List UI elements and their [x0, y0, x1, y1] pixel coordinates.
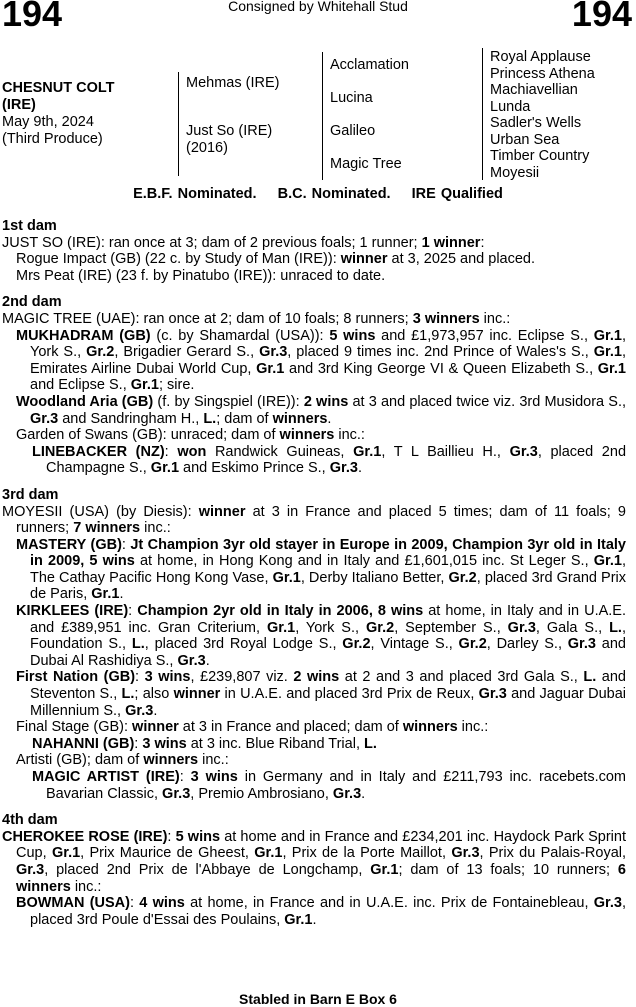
pedigree-paragraph: MUKHADRAM (GB) (c. by Shamardal (USA)): 5 wins and £1,973,957 inc. Eclipse S., Gr.1, York S., Gr.2, Brigadier Gerard S., Gr.3, placed 9 times inc. 2nd Prince of Wales's S., Gr.1, Emirates Airline Dubai World Cup, Gr.1 and 3rd King George VI & Queen Elizabeth S., Gr.1 and Eclipse S., Gr.1; sire. — [16, 327, 627, 394]
dam-name: Just So (IRE) — [186, 123, 273, 139]
pedigree-dam — [186, 123, 272, 157]
pedigree-paragraph: LINEBACKER (NZ): won Randwick Guineas, Gr.1, T L Baillieu H., Gr.3, placed 2nd Champagne S., Gr.1 and Eskimo Prince S., Gr.3. — [32, 443, 627, 477]
pedigree-sire-sire: Acclamation — [330, 57, 409, 73]
g3-entry: Princess Athena — [490, 65, 595, 82]
nominations — [0, 186, 636, 202]
pedigree-paragraph: MAGIC TREE (UAE): ran once at 2; dam of 10 foals; 8 runners; 3 winners inc.: — [2, 310, 511, 327]
pedigree-dam-sire: Galileo — [330, 123, 376, 139]
pedigree-sire-dam: Lucina — [330, 90, 373, 106]
g3-entry: Timber Country — [490, 148, 590, 164]
pedigree-paragraph: MASTERY (GB): Jt Champion 3yr old stayer in Europe in 2009, Champion 3yr old in Italy in 2009, 5 wins at home, in Hong Kong and in Italy and £1,601,015 inc. St Leger S., Gr.1, The Cathay Pacific Hong Kong Vase, Gr.1, Derby Italiano Better, Gr.2, placed 3rd Grand Prix de Paris, Gr.1. — [16, 536, 627, 603]
lot-number-left: 194 — [2, 0, 63, 34]
pedigree-paragraph: BOWMAN (USA): 4 wins at home, in France and in U.A.E. inc. Prix de Fontainebleau, Gr.3, placed 3rd Poule d'Essai des Poulains, Gr.1. — [16, 895, 626, 928]
foaled-date: May 9th, 2024 — [2, 114, 94, 130]
pedigree-paragraph: MOYESII (USA) (by Diesis): winner at 3 in France and placed 5 times; dam of 11 foals; 9 runners; 7 winners inc.: — [2, 503, 626, 537]
pedigree-divider — [178, 72, 179, 176]
catalogue-body — [2, 218, 626, 928]
pedigree-sire: Mehmas (IRE) — [186, 75, 280, 91]
pedigree-paragraph: Garden of Swans (GB): unraced; dam of winners inc.: — [16, 427, 365, 444]
pedigree-divider — [322, 52, 323, 180]
produce-note: (Third Produce) — [2, 131, 103, 147]
pedigree-paragraph: MAGIC ARTIST (IRE): 3 wins in Germany and in Italy and £211,793 inc. racebets.com Bavarian Classic, Gr.3, Premio Ambrosiano, Gr.3. — [32, 769, 626, 802]
nomination-ebf: E.B.F. Nominated. — [133, 186, 257, 202]
stabling-note: Stabled in Barn E Box 6 — [239, 991, 397, 1007]
pedigree-paragraph: Rogue Impact (GB) (22 c. by Study of Man (IRE)): winner at 3, 2025 and placed. — [16, 251, 536, 268]
pedigree-paragraph: Artisti (GB); dam of winners inc.: — [16, 752, 229, 769]
lot-number-right: 194 — [571, 0, 632, 34]
section-heading: 3rd dam — [2, 486, 59, 503]
nomination-bc: B.C. Nominated. — [277, 186, 391, 202]
pedigree-paragraph: KIRKLEES (IRE): Champion 2yr old in Italy in 2006, 8 wins at home, in Italy and in U.A.E. and £389,951 inc. Gran Criterium, Gr.1, York S., Gr.2, September S., Gr.3, Gala S., L., Foundation S., L., placed 3rd Royal Lodge S., Gr.2, Vintage S., Gr.2, Darley S., Gr.3 and Dubai Al Rashidiya S., Gr.3. — [16, 603, 626, 669]
horse-details — [2, 80, 115, 148]
pedigree-paragraph: Final Stage (GB): winner at 3 in France and placed; dam of winners inc.: — [16, 719, 489, 736]
pedigree-paragraph: Mrs Peat (IRE) (23 f. by Pinatubo (IRE)): unraced to date. — [16, 267, 386, 284]
consignor: Consigned by Whitehall Stud — [228, 0, 408, 14]
horse-country: (IRE) — [2, 97, 36, 113]
section-heading: 4th dam — [2, 812, 58, 829]
g3-entry: Sadler's Wells — [490, 115, 582, 131]
dam-year: (2016) — [186, 140, 228, 156]
pedigree-divider — [482, 48, 483, 180]
pedigree-paragraph: Woodland Aria (GB) (f. by Singspiel (IRE)): 2 wins at 3 and placed twice viz. 3rd Musidora S., Gr.3 and Sandringham H., L.; dam of winners. — [16, 393, 627, 427]
pedigree-paragraph: CHEROKEE ROSE (IRE): 5 wins at home and in France and £234,201 inc. Haydock Park Sprint Cup, Gr.1, Prix Maurice de Gheest, Gr.1, Prix de la Porte Maillot, Gr.3, Prix du Palais-Royal, Gr.3, placed 2nd Prix de l'Abbaye de Longchamp, Gr.1; dam of 13 foals; 10 runners; 6 winners inc.: — [2, 828, 627, 895]
g3-entry: Moyesii — [490, 164, 540, 181]
horse-name: CHESNUT COLT — [2, 80, 115, 96]
pedigree-dam-dam: Magic Tree — [330, 156, 402, 172]
section-heading: 2nd dam — [2, 294, 62, 311]
pedigree-third-gen — [490, 49, 595, 181]
section-heading: 1st dam — [2, 218, 57, 234]
pedigree-paragraph: First Nation (GB): 3 wins, £239,807 viz. 2 wins at 2 and 3 and placed 3rd Gala S., L. and Steventon S., L.; also winner in U.A.E. and placed 3rd Prix de Reux, Gr.3 and Jaguar Dubai Millennium S., Gr.3. — [16, 669, 626, 719]
pedigree-paragraph: JUST SO (IRE): ran once at 3; dam of 2 previous foals; 1 runner; 1 winner: — [2, 234, 485, 251]
pedigree-paragraph: NAHANNI (GB): 3 wins at 3 inc. Blue Riband Trial, L. — [32, 735, 377, 752]
nomination-ire: IRE Qualified — [411, 186, 503, 202]
g3-entry: Machiavellian — [490, 82, 578, 98]
g3-entry: Lunda — [490, 98, 531, 115]
g3-entry: Royal Applause — [490, 49, 591, 65]
g3-entry: Urban Sea — [490, 131, 560, 148]
